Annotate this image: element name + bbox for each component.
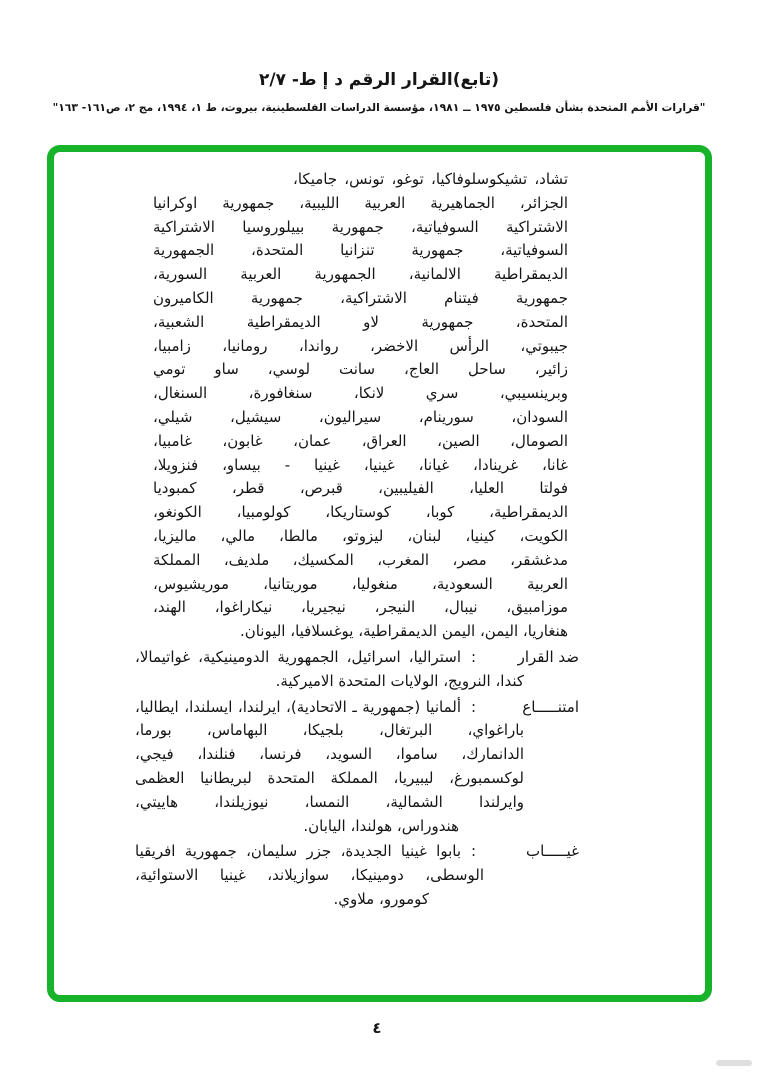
text-line: زائير، ساحل العاج، سانت لوسي، ساو تومي xyxy=(153,360,568,379)
label-colon: : xyxy=(471,697,477,716)
frame-content xyxy=(54,152,705,995)
vote-section-abstain xyxy=(135,696,579,839)
text-line: وايرلندا الشمالية، النمسا، نيوزيلندا، هاييتي، xyxy=(135,792,524,811)
text-line: السودان، سورينام، سيراليون، سيشيل، شيلي، xyxy=(153,407,568,426)
text-line: باراغواي، البرتغال، بلجيكا، البهاماس، بورما، xyxy=(135,721,524,740)
text-line: كومورو، ملاوي. xyxy=(333,889,429,908)
text-line: الديمقراطية، كوبا، كوستاريكا، كولومبيا، الكونغو، xyxy=(153,503,568,522)
in-favor-list xyxy=(153,168,568,644)
text-line: تشاد، تشيكوسلوفاكيا، توغو، تونس، جاميكا، xyxy=(293,170,568,188)
text-line: ألمانيا (جمهورية ـ الاتحادية)، ايرلندا، ايسلندا، ايطاليا، xyxy=(135,697,461,716)
text-line: الجزائر، الجماهيرية العربية الليبية، جمهورية اوكرانيا xyxy=(153,193,568,212)
vote-section-absent xyxy=(135,840,579,911)
text-line: موزامبيق، نيبال، النيجر، نيجيريا، نيكاراغوا، الهند، xyxy=(153,598,568,617)
text-line: جمهورية فيتنام الاشتراكية، جمهورية الكاميرون xyxy=(153,288,568,307)
text-line: هنغاريا، اليمن، اليمن الديمقراطية، يوغسلافيا، اليونان. xyxy=(239,622,568,641)
text-line: العربية السعودية، منغوليا، موريتانيا، موريشيوس، xyxy=(153,574,568,593)
section-label-text: امتنـــــاع xyxy=(522,697,579,716)
text-line: هندوراس، هولندا، اليابان. xyxy=(303,816,459,835)
text-line: مدغشقر، مصر، المغرب، المكسيك، ملديف، المملكة xyxy=(153,550,568,569)
section-label-text: غيـــــاب xyxy=(525,842,579,861)
label-colon: : xyxy=(471,647,477,666)
text-line: استراليا، اسرائيل، الجمهورية الدومينيكية، غواتيمالا، xyxy=(135,647,461,666)
text-line: جيبوتي، الرأس الاخضر، رواندا، رومانيا، زامبيا، xyxy=(153,336,568,355)
scan-smudge xyxy=(716,1060,752,1066)
section-label-abstain xyxy=(471,696,579,720)
section-label-absent xyxy=(471,840,579,864)
text-line: غانا، غرينادا، غيانا، غينيا، غينيا - بيساو، فنزويلا، xyxy=(153,455,568,474)
text-line: السوفياتية، جمهورية تنزانيا المتحدة، الجمهورية xyxy=(153,241,568,260)
section-label-against xyxy=(471,646,579,670)
page-number: ٤ xyxy=(372,1019,382,1037)
page-title: (تابع)القرار الرقم د إ ط- ٢/٧ xyxy=(258,70,499,90)
text-line: كندا، النرويج، الولايات المتحدة الاميركية. xyxy=(275,671,524,690)
text-line: المتحدة، جمهورية لاو الديمقراطية الشعبية، xyxy=(153,312,568,331)
text-line: الدانمارك، ساموا، السويد، فرنسا، فنلندا، فيجي، xyxy=(135,745,524,764)
text-line: الديمقراطية الالمانية، الجمهورية العربية السورية، xyxy=(153,265,568,284)
text-line: الصومال، الصين، العراق، عمان، غابون، غامبيا، xyxy=(153,431,568,450)
text-line: الوسطى، دومينيكا، سوازيلاند، غينيا الاستوائية، xyxy=(135,866,484,885)
label-colon: : xyxy=(471,842,477,861)
text-line: الكويت، كينيا، لبنان، ليزوتو، مالطا، مالي، ماليزيا، xyxy=(153,526,568,545)
text-line: وبرينسيبي، سري لانكا، سنغافورة، السنغال، xyxy=(153,384,568,403)
document-frame xyxy=(47,145,712,1002)
text-line: بابوا غينيا الجديدة، جزر سليمان، جمهورية افريقيا xyxy=(135,842,461,861)
section-label-text: ضد القرار xyxy=(517,647,579,666)
text-line: لوكسمبورغ، ليبيريا، المملكة المتحدة لبريطانيا العظمى xyxy=(135,768,524,787)
text-line: الاشتراكية السوفياتية، جمهورية بييلوروسيا الاشتراكية xyxy=(153,217,568,236)
vote-section-against xyxy=(135,646,579,694)
text-line: فولتا العليا، الفيليبين، قبرص، قطر، كمبوديا xyxy=(153,479,568,498)
citation-line: "قرارات الأمم المتحدة بشأن فلسطين ١٩٧٥ ــ ١٩٨١، مؤسسة الدراسات الفلسطينية، بيروت، ط ١، ١٩٩٤، مج ٢، ص١٦١- ١٦٣" xyxy=(52,101,706,114)
